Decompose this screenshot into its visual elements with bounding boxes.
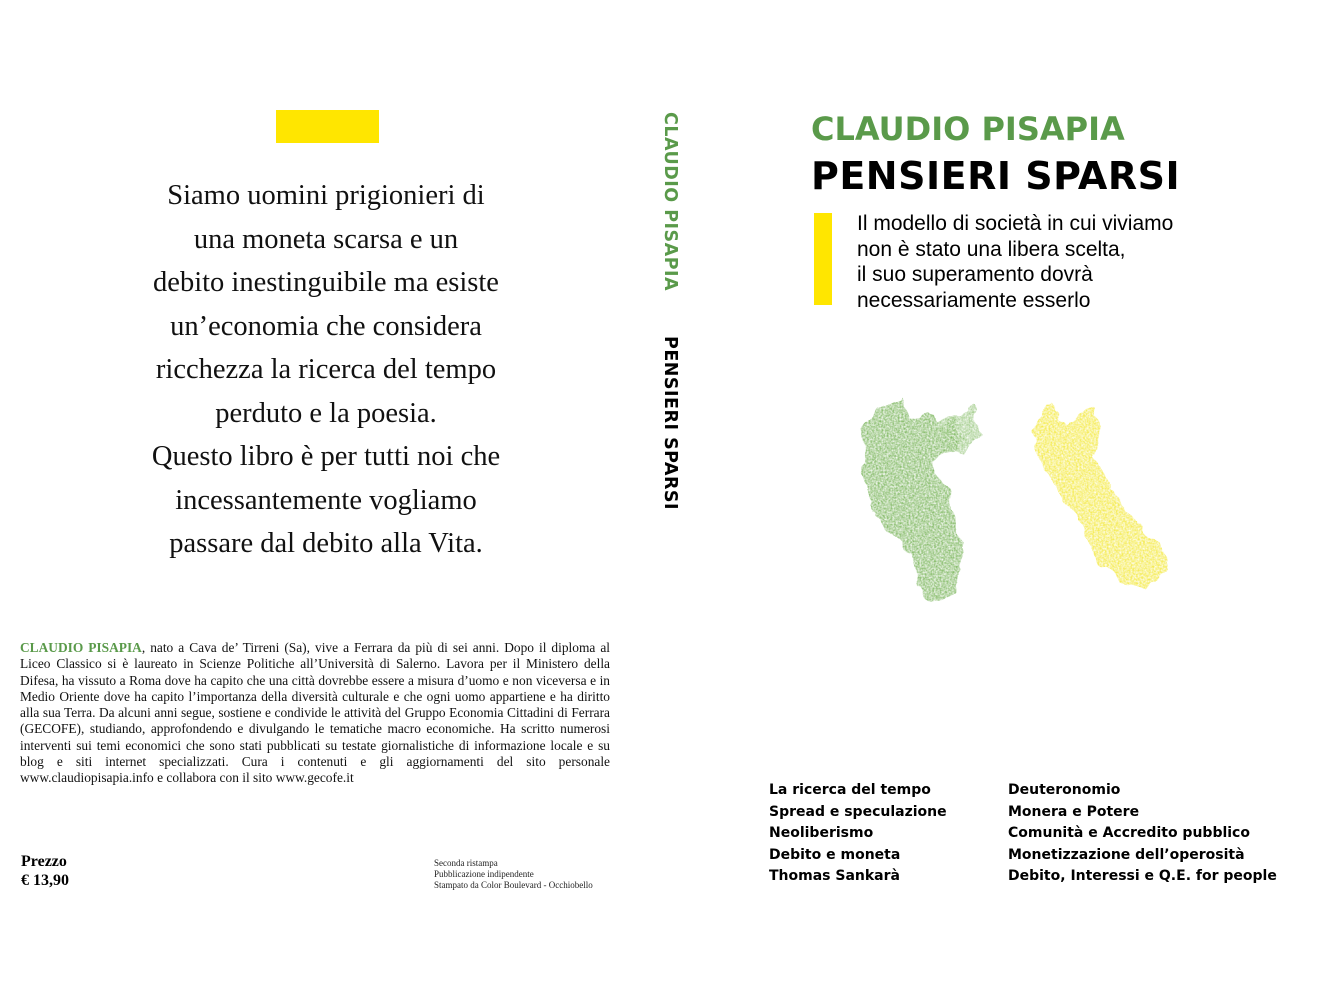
edition-line: Seconda ristampa — [434, 858, 498, 868]
quote-line: ricchezza la ricerca del tempo — [155, 354, 497, 385]
price-label: Prezzo — [21, 853, 67, 870]
quote-line: Questo libro è per tutti noi che — [151, 441, 501, 472]
quote-line: una moneta scarsa e un — [193, 223, 459, 255]
contents-item: Debito, Interessi e Q.E. for people — [1008, 868, 1277, 884]
contents-item: Spread e speculazione — [769, 803, 947, 820]
edition-line: Stampato da Color Boulevard - Occhiobello — [434, 880, 593, 890]
contents-list-left — [769, 780, 947, 888]
subtitle-line: il suo superamento dovrà — [857, 263, 1093, 286]
quote-line: debito inestinguibile ma esiste — [153, 267, 499, 298]
contents-item: Deuteronomio — [1008, 782, 1121, 798]
contents-item: Neoliberismo — [769, 825, 874, 841]
quote-line: Siamo uomini prigionieri di — [167, 180, 485, 211]
front-cover-subtitle — [857, 211, 1277, 313]
back-cover-yellow-bar — [276, 110, 379, 143]
contents-item: Thomas Sankarà — [769, 868, 900, 884]
contents-item: Debito e moneta — [769, 846, 901, 863]
quote-line: perduto e la poesia. — [215, 397, 437, 429]
subtitle-line: non è stato una libera scelta, — [857, 237, 1126, 261]
author-bio-name: CLAUDIO PISAPIA — [20, 640, 142, 655]
contents-item: La ricerca del tempo — [769, 782, 931, 798]
subtitle-line: Il modello di società in cui viviamo — [857, 212, 1174, 235]
price-value: € 13,90 — [21, 872, 69, 889]
author-bio-text: , nato a Cava de’ Tirreni (Sa), vive a Ferrara da più di sei anni. Dopo il diploma al Liceo Classico si è laureato in Scienze Politiche all’Università di Salerno. Lavora per il Ministero della Difesa, ha vissuto a Roma dove ha capito che una città dovrebbe essere a misura d’uomo e non viceversa e in Medio Oriente dove ha capito l’importanza della diversità culturale e che ogni uomo appartiene e ha diritto alla sua Terra. Da alcuni anni segue, sostiene e condivide le attività del Gruppo Economia Cittadini di Ferrara (GECOFE), studiando, approfondendo e divulgando le tematiche macro economiche. Ha scritto numerosi interventi sui temi economici che sono stati pubblicati su testate giornalistiche di informazione locale e su blog e siti internet specializzati. Cura i contenuti e gli aggiornamenti del sito personale www.claudiopisapia.info e collabora con il sito www.gecofe.it — [20, 640, 611, 786]
contents-list-right — [1008, 780, 1277, 888]
back-cover-quote — [120, 174, 532, 566]
yellow-watercolor-stroke — [1032, 404, 1166, 588]
spine-author: CLAUDIO PISAPIA — [660, 112, 680, 292]
quote-line: un’economia che considera — [170, 310, 482, 342]
front-cover-title: PENSIERI SPARSI — [811, 154, 1181, 198]
edition-line: Pubblicazione indipendente — [434, 869, 534, 879]
watercolor-art — [840, 390, 1190, 610]
quote-line: passare dal debito alla Vita. — [169, 528, 483, 559]
subtitle-yellow-bar — [814, 213, 832, 305]
contents-item: Monera e Potere — [1008, 803, 1140, 820]
edition-info — [434, 858, 593, 891]
front-cover-author: CLAUDIO PISAPIA — [811, 110, 1125, 148]
contents-item: Comunità e Accredito pubblico — [1008, 825, 1250, 841]
contents-item: Monetizzazione dell’operosità — [1008, 846, 1245, 863]
spine-title: PENSIERI SPARSI — [660, 336, 680, 511]
price-block — [21, 852, 69, 890]
author-bio — [20, 640, 610, 787]
quote-line: incessantemente vogliamo — [175, 484, 477, 516]
green-watercolor-stroke — [860, 398, 982, 602]
subtitle-line: necessariamente esserlo — [857, 288, 1091, 312]
